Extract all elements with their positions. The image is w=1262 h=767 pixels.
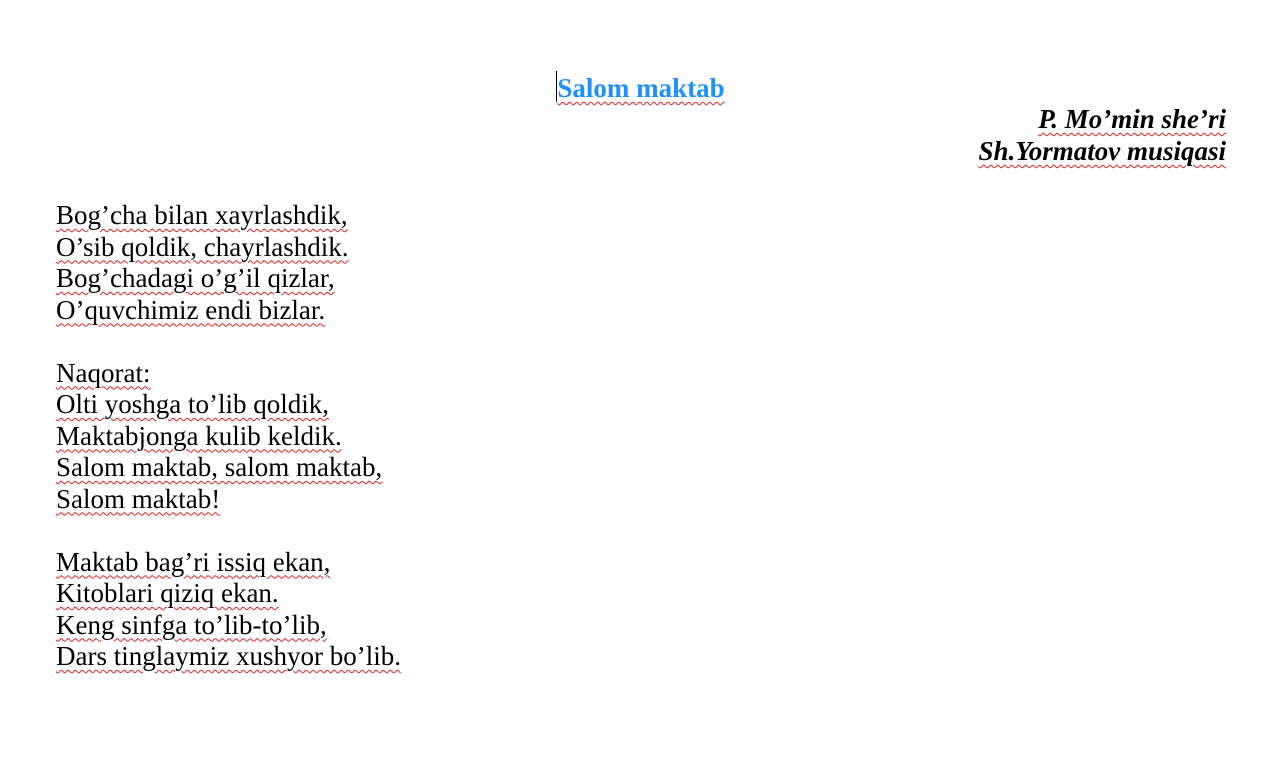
page-title[interactable]: Salom maktab [557, 73, 725, 103]
poem-line[interactable]: Maktabjonga kulib keldik. [56, 420, 342, 451]
poem-line[interactable]: Bog’chadagi o’g’il qizlar, [56, 263, 335, 293]
credits-block [978, 103, 1226, 167]
stanza-2 [56, 547, 401, 673]
title-block [0, 71, 1262, 105]
poem-line[interactable]: Salom maktab! [56, 483, 221, 514]
composer-credit[interactable]: Sh.Yormatov musiqasi [978, 136, 1226, 166]
stanza-chorus [56, 358, 401, 516]
stanza-1 [56, 200, 401, 326]
poem-line[interactable]: Keng sinfga to’lib-to’lib, [56, 609, 327, 640]
text-cursor [556, 71, 557, 102]
poem-line[interactable]: Olti yoshga to’lib qoldik, [56, 389, 329, 419]
poem-line[interactable]: Kitoblari qiziq ekan. [56, 578, 279, 608]
chorus-label[interactable]: Naqorat: [56, 357, 151, 388]
poem-line[interactable]: Bog’cha bilan xayrlashdik, [56, 200, 348, 230]
poem-body [56, 200, 401, 704]
poem-line[interactable]: O’quvchimiz endi bizlar. [56, 294, 326, 325]
lyricist-credit[interactable]: P. Mo’min she’ri [1038, 104, 1226, 134]
poem-line[interactable]: Maktab bag’ri issiq ekan, [56, 546, 331, 577]
poem-line[interactable]: O’sib qoldik, chayrlashdik. [56, 231, 349, 262]
poem-line[interactable]: Dars tinglaymiz xushyor bo’lib. [56, 641, 401, 671]
poem-line[interactable]: Salom maktab, salom maktab, [56, 452, 383, 482]
